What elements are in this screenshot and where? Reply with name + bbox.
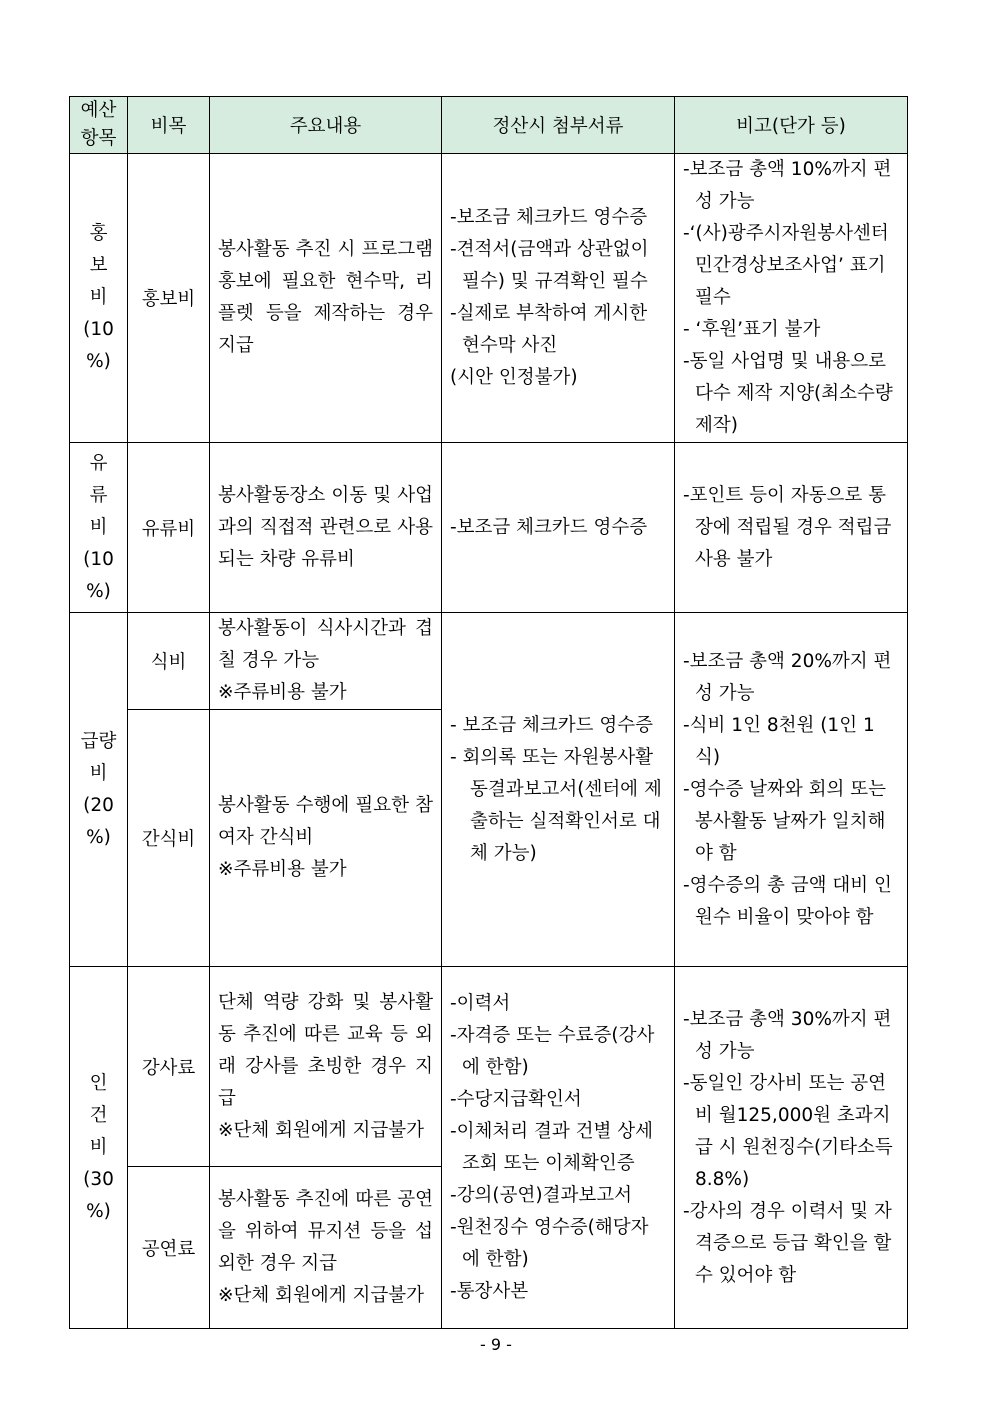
page-number: - 9 - <box>480 1335 512 1354</box>
content-lecturer: 단체 역량 강화 및 봉사활동 추진에 따른 교육 등 외래 강사를 초빙한 경우 지급 ※단체 회원에게 지급불가 <box>210 967 442 1167</box>
content-meal: 봉사활동이 식사시간과 겹칠 경우 가능 ※주류비용 불가 <box>210 613 442 710</box>
header-remarks: 비고(단가 등) <box>675 97 908 154</box>
content-promotion: 봉사활동 추진 시 프로그램 홍보에 필요한 현수막, 리플렛 등을 제작하는 경우 지급 <box>210 154 442 443</box>
category-fuel: 유 류 비 (10 %) <box>70 443 128 613</box>
header-expense-item: 비목 <box>128 97 210 154</box>
item-fuel: 유류비 <box>128 443 210 613</box>
category-personnel: 인 건 비 (30 %) <box>70 967 128 1329</box>
docs-fuel: -보조금 체크카드 영수증 <box>442 443 675 613</box>
docs-promotion: -보조금 체크카드 영수증 -견적서(금액과 상관없이 필수) 및 규격확인 필수 -실제로 부착하여 게시한 현수막 사진 (시안 인정불가) <box>442 154 675 443</box>
docs-personnel: -이력서 -자격증 또는 수료증(강사에 한함) -수당지급확인서 -이체처리 결과 건별 상세조회 또는 이체확인증 -강의(공연)결과보고서 -원천징수 영수증(해당자에 한함) -통장사본 <box>442 967 675 1329</box>
content-performance: 봉사활동 추진에 따른 공연을 위하여 뮤지션 등을 섭외한 경우 지급 ※단체 회원에게 지급불가 <box>210 1167 442 1329</box>
table-row-meal <box>70 613 908 710</box>
budget-table <box>69 96 908 1329</box>
content-fuel: 봉사활동장소 이동 및 사업과의 직접적 관련으로 사용되는 차량 유류비 <box>210 443 442 613</box>
category-promotion: 홍 보 비 (10 %) <box>70 154 128 443</box>
table-row-lecturer <box>70 967 908 1167</box>
notes-promotion: -보조금 총액 10%까지 편성 가능 -‘(사)광주시자원봉사센터 민간경상보조사업’ 표기필수 - ‘후원’표기 불가 -동일 사업명 및 내용으로 다수 제작 지양(최소수량 제작) <box>675 154 908 443</box>
content-snack: 봉사활동 수행에 필요한 참여자 간식비 ※주류비용 불가 <box>210 710 442 967</box>
item-meal: 식비 <box>128 613 210 710</box>
header-attachments: 정산시 첨부서류 <box>442 97 675 154</box>
notes-personnel: -보조금 총액 30%까지 편성 가능 -동일인 강사비 또는 공연비 월125,000원 초과지급 시 원천징수(기타소득 8.8%) -강사의 경우 이력서 및 자격증으로 등급 확인을 할 수 있어야 함 <box>675 967 908 1329</box>
item-lecturer: 강사료 <box>128 967 210 1167</box>
item-promotion: 홍보비 <box>128 154 210 443</box>
notes-food: -보조금 총액 20%까지 편성 가능 -식비 1인 8천원 (1인 1식) -영수증 날짜와 회의 또는 봉사활동 날짜가 일치해야 함 -영수증의 총 금액 대비 인원수 비율이 맞아야 함 <box>675 613 908 967</box>
item-snack: 간식비 <box>128 710 210 967</box>
header-main-content: 주요내용 <box>210 97 442 154</box>
table-row-promotion <box>70 154 908 443</box>
category-food: 급량 비 (20 %) <box>70 613 128 967</box>
table-header-row <box>70 97 908 154</box>
notes-fuel: -포인트 등이 자동으로 통장에 적립될 경우 적립금 사용 불가 <box>675 443 908 613</box>
table-row-fuel <box>70 443 908 613</box>
header-budget-item: 예산 항목 <box>70 97 128 154</box>
item-performance: 공연료 <box>128 1167 210 1329</box>
docs-food: - 보조금 체크카드 영수증 - 회의록 또는 자원봉사활동결과보고서(센터에 제출하는 실적확인서로 대체 가능) <box>442 613 675 967</box>
